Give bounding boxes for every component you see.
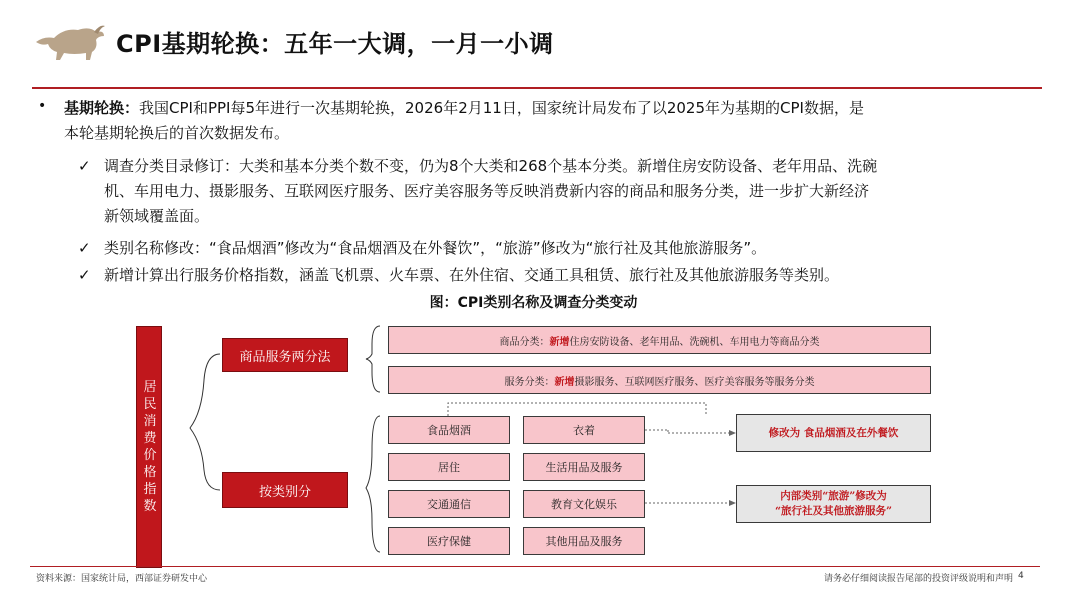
category-household: 生活用品及服务 xyxy=(523,453,645,481)
check-icon: ✓ xyxy=(78,157,91,175)
bullet-line1: 我国CPI和PPI每5年进行一次基期轮换，2026年2月11日，国家统计局发布了以2025年为基期的CPI数据，是 xyxy=(139,99,864,117)
note-rename-food: 修改为 食品烟酒及在外餐饮 xyxy=(736,414,931,452)
subitem-line: 调查分类目录修订：大类和基本分类个数不变，仍为8个大类和268个基本分类。新增住房安防设备、老年用品、洗碗 xyxy=(104,157,878,175)
check-icon: ✓ xyxy=(78,239,91,257)
note-rename-travel: 内部类别“旅游”修改为 “旅行社及其他旅游服务” xyxy=(736,485,931,523)
bullet-line2: 本轮基期轮换后的首次数据发布。 xyxy=(64,124,290,142)
branch-by-category: 按类别分 xyxy=(222,472,348,508)
subitem-line: 类别名称修改：“食品烟酒”修改为“食品烟酒及在外餐饮”，“旅游”修改为“旅行社及其他旅游服务”。 xyxy=(104,239,767,257)
category-healthcare: 医疗保健 xyxy=(388,527,510,555)
subitem-line: 新领域覆盖面。 xyxy=(104,207,210,225)
category-other: 其他用品及服务 xyxy=(523,527,645,555)
category-clothing: 衣着 xyxy=(523,416,645,444)
category-housing: 居住 xyxy=(388,453,510,481)
subitem-line: 新增计算出行服务价格指数，涵盖飞机票、火车票、在外住宿、交通工具租赁、旅行社及其他旅游服务等类别。 xyxy=(104,266,840,284)
subitem-line: 机、车用电力、摄影服务、互联网医疗服务、医疗美容服务等反映消费新内容的商品和服务分类，进一步扩大新经济 xyxy=(104,182,870,200)
root-node-cpi: 居民消费价格指数 xyxy=(136,326,162,568)
page-number: 4 xyxy=(1018,571,1024,581)
category-food-tobacco: 食品烟酒 xyxy=(388,416,510,444)
goods-classification-box: 商品分类： 新增 住房安防设备、老年用品、洗碗机、车用电力等商品分类 xyxy=(388,326,931,354)
bullet-label: 基期轮换： xyxy=(64,99,140,117)
check-icon: ✓ xyxy=(78,266,91,284)
category-transport: 交通通信 xyxy=(388,490,510,518)
footer-divider xyxy=(30,566,1040,567)
branch-goods-services: 商品服务两分法 xyxy=(222,338,348,372)
figure-title: 图：CPI类别名称及调查分类变动 xyxy=(429,295,638,311)
disclaimer: 请务必仔细阅读报告尾部的投资评级说明和声明 xyxy=(823,574,1013,584)
category-education: 教育文化娱乐 xyxy=(523,490,645,518)
page-title: CPI基期轮换：五年一大调，一月一小调 xyxy=(116,30,554,58)
services-classification-box: 服务分类： 新增 摄影服务、互联网医疗服务、医疗美容服务等服务分类 xyxy=(388,366,931,394)
bullet-dot: • xyxy=(38,98,47,114)
source-note: 资料来源：国家统计局，西部证券研发中心 xyxy=(36,574,208,584)
